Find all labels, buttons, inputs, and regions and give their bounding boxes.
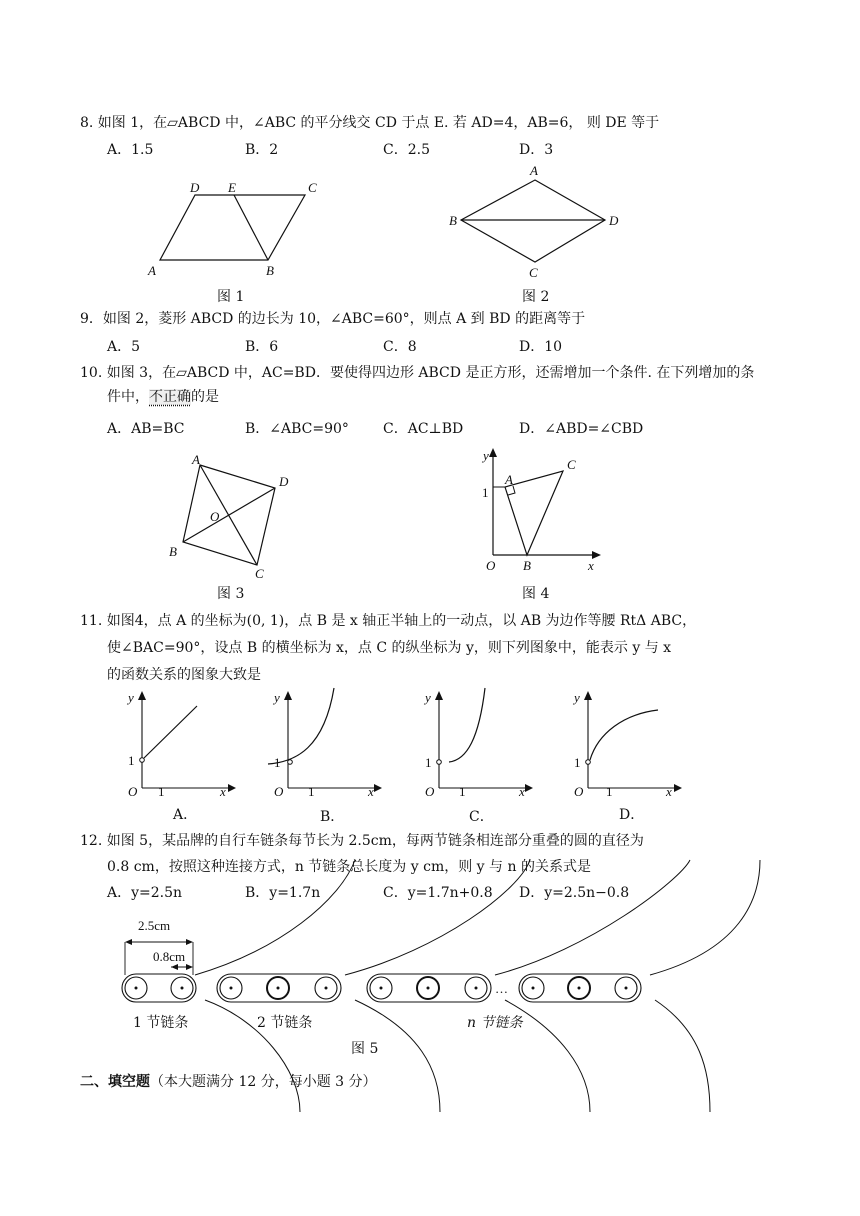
graph-d-label-o: O bbox=[574, 784, 584, 799]
graph-b-tick-one: 1 bbox=[308, 784, 315, 799]
fig5-ellipsis: … bbox=[495, 981, 508, 996]
fig4-label-a: A bbox=[505, 472, 513, 487]
graph-a-tick-one: 1 bbox=[158, 784, 165, 799]
q10-option-a: A．AB=BC bbox=[107, 421, 185, 437]
graph-a-label-x: x bbox=[220, 784, 226, 799]
q12-option-b: B．y=1.7n bbox=[245, 885, 321, 901]
section2-heading bbox=[80, 1073, 377, 1091]
q10-option-b: B．∠ABC=90° bbox=[245, 421, 349, 437]
q8-option-b: B．2 bbox=[245, 142, 279, 158]
graph-d-label-y: y bbox=[574, 690, 580, 705]
q8-stem: 8. 如图 1，在▱ABCD 中，∠ABC 的平分线交 CD 于点 E. 若 AD=4，AB=6， 则 DE 等于 bbox=[80, 115, 660, 131]
fig2-label-c: C bbox=[529, 265, 538, 280]
q9-stem: 9．如图 2，菱形 ABCD 的边长为 10，∠ABC=60°，则点 A 到 BD 的距离等于 bbox=[80, 311, 586, 327]
q9-option-b: B．6 bbox=[245, 339, 279, 355]
q8-option-c: C．2.5 bbox=[383, 142, 430, 158]
fig5-chain-label-2: 2 节链条 bbox=[257, 1015, 313, 1031]
fig5-chain-label-1: 1 节链条 bbox=[133, 1015, 189, 1031]
q11-option-c: C． bbox=[469, 809, 494, 825]
q10-stem-line2-suffix: 的是 bbox=[191, 389, 219, 405]
fig3-label-c: C bbox=[255, 566, 264, 581]
q12-option-a: A．y=2.5n bbox=[107, 885, 183, 901]
fig3-label-o: O bbox=[210, 509, 220, 524]
fig5-dim-short: 0.8cm bbox=[153, 949, 186, 964]
fig3-label-d: D bbox=[279, 474, 289, 489]
section2-note: （本大题满分 12 分，每小题 3 分） bbox=[150, 1074, 377, 1090]
graph-a-label-o: O bbox=[128, 784, 138, 799]
q11-option-b: B． bbox=[320, 809, 345, 825]
fig1-label-c: C bbox=[308, 180, 317, 195]
q11-stem-line3: 的函数关系的图象大致是 bbox=[107, 667, 261, 683]
q12-stem-line1: 12. 如图 5，某品牌的自行车链条每节长为 2.5cm，每两节链条相连部分重叠的圆的直径为 bbox=[80, 833, 644, 849]
q9-option-d: D．10 bbox=[519, 339, 563, 355]
fig3-label-a: A bbox=[192, 452, 200, 467]
fig3-label-b: B bbox=[169, 544, 177, 559]
fig5-caption: 图 5 bbox=[351, 1041, 379, 1057]
q9-option-c: C．8 bbox=[383, 339, 417, 355]
graph-c-label-y: y bbox=[425, 690, 431, 705]
graph-d-label-x: x bbox=[666, 784, 672, 799]
q8-option-d: D．3 bbox=[519, 142, 554, 158]
graph-b-label-o: O bbox=[274, 784, 284, 799]
q10-option-c: C．AC⊥BD bbox=[383, 421, 464, 437]
fig4-label-x: x bbox=[588, 558, 594, 573]
graph-b-label-y: y bbox=[274, 690, 280, 705]
fig2-label-d: D bbox=[609, 213, 619, 228]
fig1-caption: 图 1 bbox=[217, 289, 245, 305]
fig3-caption: 图 3 bbox=[217, 586, 245, 602]
fig4-label-o: O bbox=[486, 558, 496, 573]
q10-stem-line2-prefix: 件中， bbox=[107, 389, 149, 405]
q10-emphasis: 不正确 bbox=[149, 389, 191, 405]
fig4-label-c: C bbox=[567, 457, 576, 472]
q11-stem-line2: 使∠BAC=90°，设点 B 的横坐标为 x，点 C 的纵坐标为 y，则下列图象中，能表示 y 与 x bbox=[107, 640, 672, 656]
q8-option-a: A．1.5 bbox=[107, 142, 154, 158]
fig4-label-y: y bbox=[483, 448, 489, 463]
graph-c-label-x: x bbox=[519, 784, 525, 799]
graph-b-label-x: x bbox=[368, 784, 374, 799]
q12-option-c: C．y=1.7n+0.8 bbox=[383, 885, 493, 901]
fig5-chain-label-n: n 节链条 bbox=[467, 1015, 523, 1031]
fig4-label-b: B bbox=[523, 558, 531, 573]
graph-c-label-one: 1 bbox=[425, 755, 432, 770]
fig4-caption: 图 4 bbox=[522, 586, 550, 602]
q12-option-d: D．y=2.5n−0.8 bbox=[519, 885, 630, 901]
q11-stem-line1: 11. 如图4，点 A 的坐标为(0, 1)，点 B 是 x 轴正半轴上的一动点，以 AB 为边作等腰 RtΔ ABC， bbox=[80, 613, 697, 629]
section2-title: 二、填空题 bbox=[80, 1074, 150, 1090]
q12-stem-line2: 0.8 cm，按照这种连接方式，n 节链条总长度为 y cm，则 y 与 n 的关系式是 bbox=[107, 859, 591, 875]
q9-option-a: A．5 bbox=[107, 339, 141, 355]
fig1-label-a: A bbox=[148, 263, 156, 278]
figure-5-chain bbox=[115, 915, 655, 1035]
graph-b-label-one: 1 bbox=[274, 755, 281, 770]
fig2-caption: 图 2 bbox=[522, 289, 550, 305]
q11-option-a: A． bbox=[173, 807, 198, 823]
fig2-label-a: A bbox=[530, 163, 538, 178]
graph-d-label-one: 1 bbox=[574, 755, 581, 770]
fig1-label-d: D bbox=[190, 180, 200, 195]
graph-a-label-one: 1 bbox=[128, 753, 135, 768]
graph-c-tick-one: 1 bbox=[459, 784, 466, 799]
fig2-label-b: B bbox=[449, 213, 457, 228]
graph-a-label-y: y bbox=[128, 690, 134, 705]
fig4-label-one: 1 bbox=[482, 485, 489, 500]
graph-d-tick-one: 1 bbox=[606, 784, 613, 799]
q11-option-d: D． bbox=[619, 807, 645, 823]
fig1-label-e: E bbox=[228, 180, 236, 195]
fig1-label-b: B bbox=[266, 263, 274, 278]
q10-stem-line1: 10. 如图 3，在▱ABCD 中，AC=BD．要使得四边形 ABCD 是正方形，还需增加一个条件. 在下列增加的条 bbox=[80, 365, 755, 381]
q10-option-d: D．∠ABD=∠CBD bbox=[519, 421, 644, 437]
graph-c-label-o: O bbox=[425, 784, 435, 799]
fig5-dim-long: 2.5cm bbox=[138, 918, 171, 933]
